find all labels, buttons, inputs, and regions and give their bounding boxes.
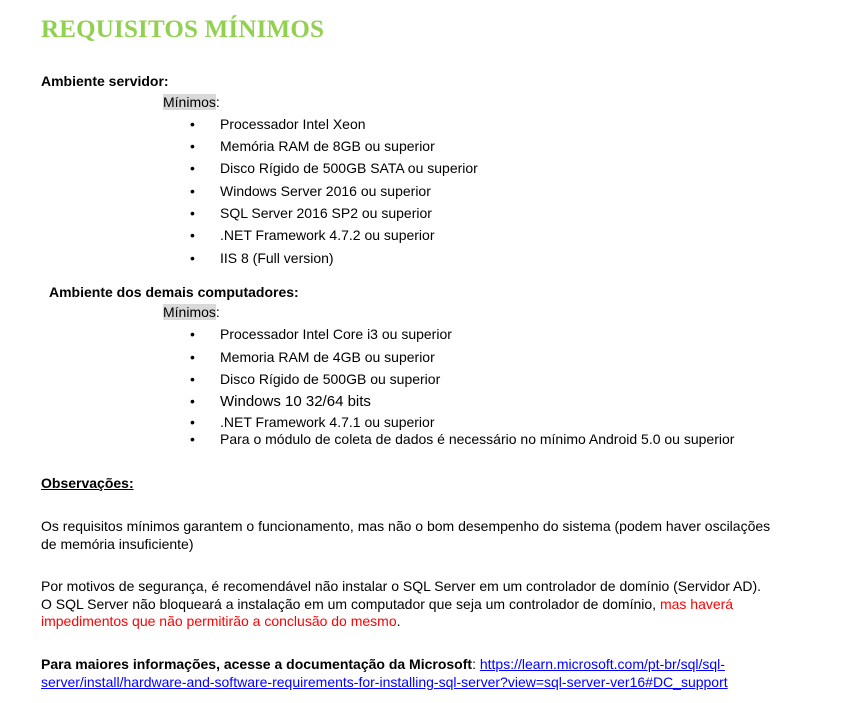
warning-text: mas haverá impedimentos que não permitirão a conclusão do mesmo [41, 595, 734, 629]
clients-heading: Ambiente dos demais computadores: [49, 284, 299, 300]
observation-paragraph-performance: Os requisitos mínimos garantem o funcionamento, mas não o bom desempenho do sistema (podem haver oscilações de memória insuficiente) [41, 518, 771, 552]
observation-paragraph-security: Por motivos de segurança, é recomendável não instalar o SQL Server em um controlador de domínio (Servidor AD). O SQL Server não bloqueará a instalação em um computador que seja um controlador de domínio, mas haverá impedimentos que não permitirão a conclusão do mesmo. [41, 578, 762, 629]
server-heading: Ambiente servidor: [41, 73, 169, 89]
page-title: REQUISITOS MÍNIMOS [41, 16, 325, 43]
more-info-paragraph: Para maiores informações, acesse a documentação da Microsoft: https://learn.microsoft.com/pt-br/sql/sql- server/install/hardware-and-software-requirements-for-installing-sql-server?view=sql-server-ver16#DC_support [41, 656, 728, 690]
observacoes-heading: Observações: [41, 475, 134, 491]
server-minimos-label: Mínimos: [163, 94, 220, 110]
clients-minimos-label: Mínimos: [163, 304, 220, 320]
microsoft-docs-link[interactable]: https://learn.microsoft.com/pt-br/sql/sql- server/install/hardware-and-software-requirements-for-installing-sql-server?view=sql-server-ver16#DC_support [41, 656, 728, 690]
